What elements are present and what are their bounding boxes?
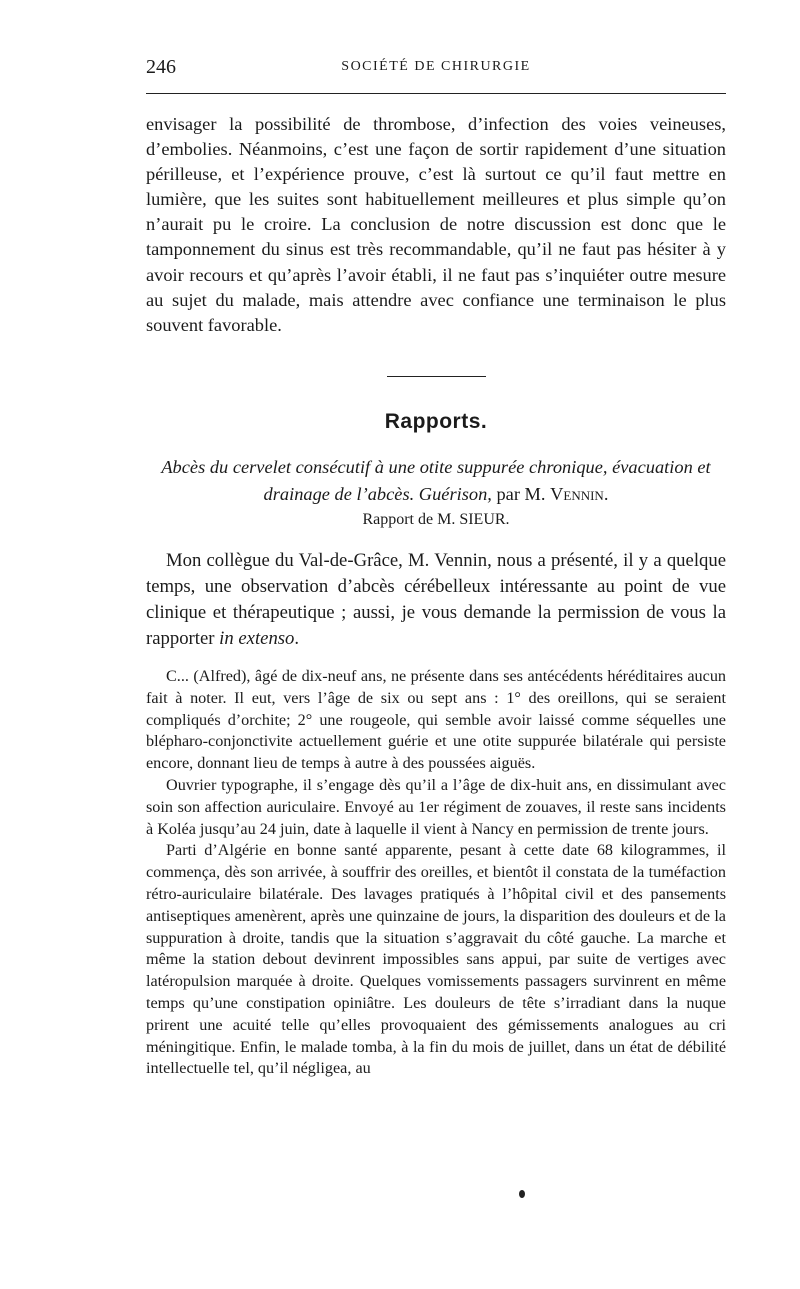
running-title: SOCIÉTÉ DE CHIRURGIE xyxy=(341,59,531,74)
rapporteur-line: Rapport de M. SIEUR. xyxy=(362,511,510,528)
case-report xyxy=(146,666,726,1080)
intro-text: Mon collègue du Val-de-Grâce, M. Vennin, nous a présenté, il y a quelque temps, une observation d’abcès cérébelleux intéressante au point de vue clinique et thérapeutique ; aussi, je vous demande la permission de vous la rapporter xyxy=(146,550,726,649)
ink-mark xyxy=(519,1190,525,1198)
running-head xyxy=(146,56,726,90)
case-paragraph-3: Parti d’Algérie en bonne santé apparente, pesant à cette date 68 kilogrammes, il commença, dès son arrivée, à souffrir des oreilles, et bientôt il constata de la tuméfaction rétro-auriculaire bilatérale. Des lavages pratiqués à l’hôpital civil et des pansements antiseptiques amenèrent, après une quinzaine de jours, la disparition des douleurs et de la suppuration à droite, tandis que la situation s’aggravait du côté gauche. La marche et même la station debout devinrent impossibles sans appui, par suite de vertiges avec latéropulsion marquée à droite. Quelques vomissements passagers survinrent en même temps qu’une constipation opiniâtre. Les douleurs de tête s’irradiant dans la nuque prirent une acuité telle qu’elles provoquaient des gémissements analogues au cri méningitique. Enfin, le malade tomba, à la fin du mois de juillet, dans un état de débilité intellectuelle tel, qu’il négligea, au xyxy=(146,841,726,1078)
article-title-text: Abcès du cervelet consécutif à une otite suppurée chronique, évacuation et drainage de l’abcès. Guérison, xyxy=(161,457,711,504)
page-number: 246 xyxy=(146,56,176,78)
header-rule xyxy=(146,93,726,94)
intro-paragraph xyxy=(146,548,726,652)
section-divider xyxy=(387,376,486,377)
intro-end: . xyxy=(294,628,300,649)
article-title xyxy=(146,454,726,508)
opening-paragraph: envisager la possibilité de thrombose, d’infection des voies veineuses, d’embolies. Néanmoins, c’est une façon de sortir rapidement d’une situation périlleuse, et l’expérience prouve, c’est là surtout ce qu’il faut mettre en lumière, que les suites sont habituellement meilleures et plus simple qu’on n’aurait pu le croire. La conclusion de notre discussion est donc que le tamponnement du sinus est très recommandable, qu’il ne faut pas hésiter à y avoir recours et qu’après l’avoir établi, il ne faut pas s’inquiéter outre mesure au sujet du malade, mais attendre avec confiance une terminaison le plus souvent favorable. xyxy=(146,114,726,335)
case-paragraph-2: Ouvrier typographe, il s’engage dès qu’il a l’âge de dix-huit ans, en dissimulant avec soin son affection auriculaire. Envoyé au 1er régiment de zouaves, il reste sans incidents à Koléa jusqu’au 24 juin, date à laquelle il vient à Nancy en permission de trente jours. xyxy=(146,775,726,838)
case-paragraph-1: C... (Alfred), âgé de dix-neuf ans, ne présente dans ses antécédents héréditaires aucun fait à noter. Il eut, vers l’âge de six ou sept ans : 1° des oreillons, qui se seraient compliqués d’orchite; 2° une rougeole, qui semble avoir laissé comme séquelles une blépharo-conjonctivite actuellement guérie et une otite suppurée bilatérale qui persiste encore, donnant lieu de temps à autre à des poussées aiguës. xyxy=(146,667,726,773)
article-author: Vennin. xyxy=(550,484,609,504)
section-heading: Rapports. xyxy=(384,410,488,433)
article-by: par M. xyxy=(496,484,546,504)
intro-italic: in extenso xyxy=(219,628,295,649)
